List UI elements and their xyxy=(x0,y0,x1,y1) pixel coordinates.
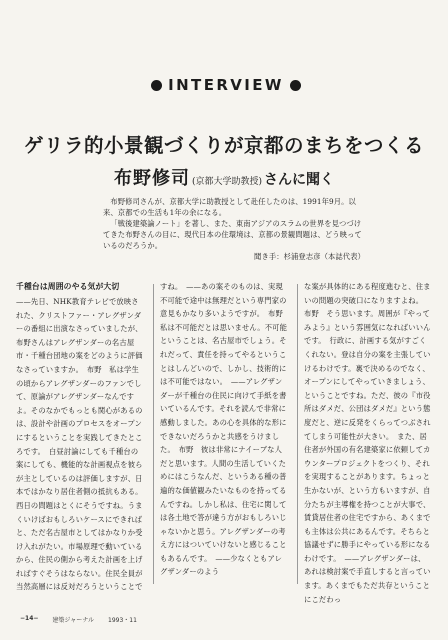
bullet-dot-icon xyxy=(151,80,162,91)
subtitle-tail: さんに聞く xyxy=(264,172,335,188)
issue-date: 1993・11 xyxy=(108,617,137,624)
section-heading: 千種台は周囲のやる気が大切 xyxy=(16,282,120,291)
column-divider xyxy=(153,284,154,584)
journal-name: 建築ジャーナル xyxy=(52,617,94,624)
lead-text-2: 「戦後建築論ノート」を著し、また、東南アジアのスラムの世界を見つづけてきた布野さんの目に、現代日本の住環境は、京都の景観問題は、どう映っているのだろうか。 xyxy=(103,219,362,250)
interviewee-name: 布野修司 xyxy=(113,168,190,189)
column-divider xyxy=(297,284,298,584)
column-1-text: ——先日、NHK教育テレビで放映された、クリストファー・アレグザンダーの番組に出演なさっていましたが、布野さんはアレグザンダーの名古屋市・千種台団地の案をどのように評価なさっていますか。 布野 私は学生の頃からアレグザンダーのファンでして、原論がアレグザンダーなんですよ。そのなかでもっとも関心があるのは、設計や計画のプロセスをオープンにするということを実践してきたところです。 白昼討論にしても千種台の案にしても、機能的な計画視点を彼らが主としているのは評価しますが、日本ではかなり居住者側の抵抗もある。西日の問題はとくにそうですね。うまくいけばおもしろいケースにできればと、ただ名古屋市としてはかなりか受け入れがたい。市場原理で動いているから、住民の側から考えた計画を上げればすぐそうはならない。住民全員が当然高層には反対だろうということで xyxy=(16,297,143,592)
article-body xyxy=(14,280,434,604)
page-number: −14− xyxy=(20,615,39,622)
bullet-dot-icon xyxy=(290,80,301,91)
lead-text-1: 布野修司さんが、京都大学に助教授として赴任したのは、1991年9月。以来、京都での生活も1年の余になる。 xyxy=(103,197,356,217)
lead-paragraph xyxy=(103,196,365,262)
column-3-text: な案が具体的にある程度進むと、住まいの問題の突破口になりますよね。 布野 そう思います。周囲が『やってみよう』という雰囲気になればいいんです。 行政に、計画する気がすごくくれない。登は自分の案を主張していけるわけです。裏で決めるのでなく、オープンにしてやっていきましょう、ということですね。ただ、彼の『市役所はダメだ、公団はダメだ』という態度だと、逆に反発をくらってつぶされてしまう可能性が大きい。 また、居住者が外国の有名建築家に依頼してカウンタープロジェクトをつくり、それを実現することがあります。ちょっと生かないが、という方もいますが、自分たちが主導権を持つことが大事で、賃貸居住者の住宅ですから、あくまでも主体は公共にあるんです。そちらと協議せずに勝手にやっている形になるわけです。 ——アレグザンダーは、あれは検討案で手直しすると言っています。あくまでもただ共存ということにこだわっ xyxy=(304,282,431,604)
page-footer xyxy=(20,615,320,624)
article-subtitle xyxy=(0,164,448,190)
interview-banner xyxy=(120,74,332,96)
body-column-1 xyxy=(16,280,144,596)
banner-label: INTERVIEW xyxy=(168,76,284,94)
article-title: ゲリラ的小景観づくりが京都のまちをつくる xyxy=(23,134,424,157)
interviewer-credit: 聞き手：杉浦登志彦（本誌代表） xyxy=(254,252,365,261)
interviewee-affiliation: (京都大学助教授) xyxy=(191,177,263,187)
column-2-text: すね。 ——あの案そのものは、実現不可能で途中は無理だという専門家の意見もかなり多いようですが。 布野 私は不可能だとは思いません。不可能ということは、名古屋市でしょう。それだって、責任を持ってやるということはしんどいので、しかし、技術的には不可能ではない。 ——アレグザンダーが千種台の住民に向けて手紙を書いているんです。それを読んで非常に感動しました。あの心を具体的な形にできないだろうかと共感をうけました。 布野 彼は非常にナイーブな人だと思います。人間の生活していくためにはこうなんだ、というある種の普遍的な価値観みたいなものを持ってるんですね。しかし私は、住宅に関しては各土地で答が違う方がおもしろいじゃないかと思う。アレグザンダーの考え方にはついていけないと感じることもあるんです。 ——少なくともアレグザンダーのよう xyxy=(160,282,291,577)
body-column-3 xyxy=(304,280,432,604)
body-column-2 xyxy=(160,280,291,596)
